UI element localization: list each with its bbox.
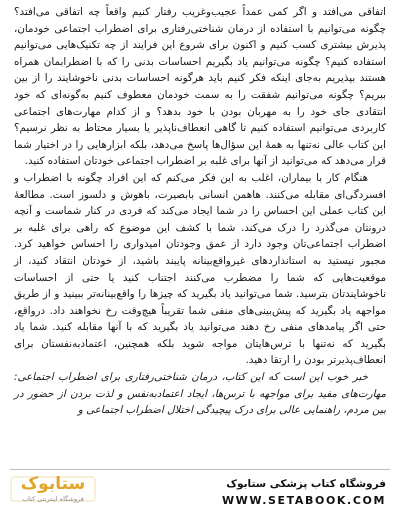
paragraph-1: اتفاقی می‌افتد و اگر کمی عمداً عجیب‌وغریب رفتار کنیم واقعاً چه اتفاقی می‌افتد؟ چگونه می‌توانیم با استفاده از درمان شناختی‌رفتاری برای اضطراب اجتماعی خودمان، پذیرش بیشتری کسب کنیم و اکنون برای شروع این فرایند از چه تکنیک‌هایی می‌توانیم استفاده کنیم؟ چگونه می‌توانیم یاد بگیریم احساسات بدنی را که با اضطرابمان همراه هستند بپذیریم به‌جای اینکه فکر کنیم باید هرگونه احساسات بدنی ناخوشایند را از بین ببریم؟ چگونه می‌توانیم شفقت را به سمت خودمان معطوف کنیم به‌گونه‌ای که خود انتقادی جای خود را به مهربان بودن با خود بدهد؟ و از کدام مهارت‌های اجتماعی کاربردی می‌توانیم استفاده کنیم تا گاهی انعطاف‌ناپذیر یا بسیار محتاط به نظر نرسیم؟ این کتاب عالی نه‌تنها به همهٔ این سؤال‌ها پاسخ می‌دهد، بلکه ابزارهایی را در اختیار شما قرار می‌دهد که می‌توانید از آنها برای غلبه بر اضطراب اجتماعی خودتان استفاده کنید. <box>14 6 386 168</box>
paragraph-3: خبر خوب این است که این کتاب، درمان شناختی‌رفتاری برای اضطراب اجتماعی: مهارت‌های مفید برای مواجهه با ترس‌ها، ایجاد اعتمادبه‌نفس و لذت بردن از حضور در بین مردم، راهنمایی عالی برای درک پیچیدگی اختلال اضطراب اجتماعی و <box>14 371 386 417</box>
footer-divider <box>10 469 390 470</box>
setabook-logo[interactable] <box>10 474 96 512</box>
logo-text <box>10 474 96 504</box>
logo-sub: فروشگاه اینترنتی کتاب <box>22 495 84 503</box>
footer <box>0 472 400 514</box>
paragraph-2: هنگام کار با بیماران، اغلب به این فکر می‌کنم که این افراد چگونه با اضطراب و افسردگی‌ای مقابله می‌کنند. هاهمن انسانی بابصیرت، باهوش و دلسوز است. مطالعهٔ این کتاب عملی این احساس را در شما ایجاد می‌کند که فردی در کنار شماست و آنچه درونتان می‌گذرد را درک می‌کند. شما با کشف این موضوع که راهی برای غلبه بر اضطراب اجتماعی‌تان وجود دارد از عمق وجودتان امیدواری را احساس خواهید کرد. مجبور نیستید به استانداردهای غیرواقع‌بینانه پایبند باشید، از خودتان انتقاد کنید، از موقعیت‌هایی که شما را مضطرب می‌کنند اجتناب کنید یا حتی از احساسات ناخوشایندتان بترسید. شما می‌توانید یاد بگیرید که چیزها را واقع‌بینانه‌تر ببینید و از طریق مواجهه یاد بگیرید که پیش‌بینی‌های منفی شما تقریباً هیچ‌وقت رخ نخواهند داد. درواقع، حتی اگر پیامدهای منفی رخ دهند می‌توانید یاد بگیرید که با آنها مقابله کنید. شما یاد بگیرید که نه‌تنها با ترس‌هایتان مواجه شوید بلکه همچنین، اعتمادبه‌نفستان برای انعطاف‌پذیرتر بودن را ارتقا دهید. <box>14 171 386 367</box>
store-name: فروشگاه کتاب پزشکی ستابوک <box>226 478 386 490</box>
logo-main: ستابوک <box>20 474 86 494</box>
book-text <box>14 4 386 419</box>
store-url[interactable]: WWW.SETABOOK.COM <box>221 494 386 507</box>
